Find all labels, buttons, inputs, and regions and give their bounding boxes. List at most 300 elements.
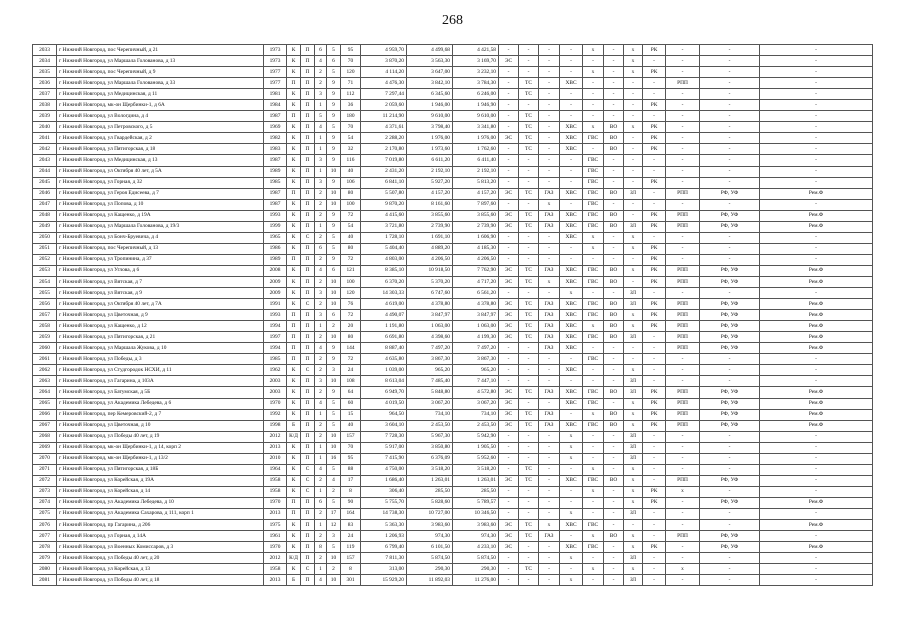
table-cell: 1985 (264, 354, 287, 365)
table-cell: 2075 (33, 508, 57, 519)
table-row (33, 531, 873, 542)
table-cell: 1965 (264, 232, 287, 243)
table-cell: РФ, УФ (700, 276, 760, 287)
table-cell: - (560, 67, 583, 78)
table-cell: - (519, 508, 539, 519)
table-cell: К (287, 453, 301, 464)
table-cell: 2040 (33, 122, 57, 133)
table-cell: ТС (519, 464, 539, 475)
table-cell: 5 (327, 45, 341, 56)
table-cell: г Нижний Новгород, пос Черепичный, д 9 (57, 67, 264, 78)
table-cell: Рем.Ф (760, 497, 873, 508)
table-cell: 4 114,20 (361, 67, 407, 78)
table-cell: 88 (341, 464, 361, 475)
table-cell: - (700, 100, 760, 111)
table-cell: ВО (604, 420, 624, 431)
table-cell: - (666, 453, 700, 464)
table-cell: - (539, 288, 560, 299)
table-cell: П (301, 100, 315, 111)
table-cell: 4 378,80 (407, 299, 453, 310)
table-cell: - (583, 89, 604, 100)
table-cell: 6 949,70 (361, 387, 407, 398)
table-cell: 20 (341, 321, 361, 332)
table-cell: - (700, 155, 760, 166)
table-cell: ВО (604, 144, 624, 155)
table-cell: К (287, 520, 301, 531)
table-cell: - (643, 332, 666, 343)
table-cell: 4 185,30 (453, 243, 499, 254)
table-cell: 5 (327, 420, 341, 431)
table-row (33, 542, 873, 553)
table-cell: К (287, 243, 301, 254)
table-cell: 9 610,00 (407, 111, 453, 122)
table-cell: ГВС (583, 188, 604, 199)
table-cell: - (700, 122, 760, 133)
table-row (33, 199, 873, 210)
table-cell: ЭС (499, 265, 519, 276)
table-row (33, 221, 873, 232)
table-row (33, 67, 873, 78)
table-cell: - (760, 575, 873, 586)
table-cell: - (604, 78, 624, 89)
table-cell: - (760, 508, 873, 519)
table-cell: РФ, УФ (700, 299, 760, 310)
table-cell: 10 (327, 553, 341, 564)
table-cell: 6 841,10 (361, 177, 407, 188)
table-cell: П (301, 67, 315, 78)
table-cell: ЗЛ (624, 376, 643, 387)
table-cell: ГВС (583, 475, 604, 486)
table-cell: 10 (327, 166, 341, 177)
table-cell: ВО (604, 210, 624, 221)
table-cell: ТС (519, 265, 539, 276)
table-cell: П (301, 398, 315, 409)
table-cell: - (760, 177, 873, 188)
table-cell: - (519, 453, 539, 464)
table-cell: ВО (604, 133, 624, 144)
table-cell: П (287, 111, 301, 122)
table-cell: С (301, 486, 315, 497)
table-cell: - (560, 564, 583, 575)
table-cell: - (643, 553, 666, 564)
table-cell: РПП (666, 78, 700, 89)
table-cell: г Нижний Новгород, ул Маршала Голованова, д 33 (57, 78, 264, 89)
table-cell: 157 (341, 553, 361, 564)
table-cell: П (301, 542, 315, 553)
table-row (33, 420, 873, 431)
table-cell: 5 942,90 (453, 431, 499, 442)
table-cell: 9 (327, 343, 341, 354)
table-cell: 9 (327, 111, 341, 122)
table-cell: ТС (519, 89, 539, 100)
table-cell: К (287, 398, 301, 409)
table-cell: ГВС (583, 133, 604, 144)
table-cell: К (287, 464, 301, 475)
table-cell: К (287, 376, 301, 387)
table-cell: 3 867,30 (453, 354, 499, 365)
table-cell: - (519, 100, 539, 111)
table-cell: 2038 (33, 100, 57, 111)
table-cell: П (301, 221, 315, 232)
table-cell: 10 (327, 575, 341, 586)
table-cell: 3 (315, 376, 327, 387)
table-cell: К (287, 133, 301, 144)
table-cell: ГАЗ (539, 310, 560, 321)
table-cell: 1984 (264, 100, 287, 111)
table-cell: 1987 (264, 199, 287, 210)
table-cell: ХВС (560, 276, 583, 287)
table-cell: - (760, 89, 873, 100)
table-cell: - (519, 343, 539, 354)
table-cell: РПП (666, 343, 700, 354)
table-cell: - (700, 254, 760, 265)
table-cell: 54 (341, 221, 361, 232)
table-cell: - (560, 56, 583, 67)
table-cell: 1987 (264, 111, 287, 122)
table-cell: К (287, 199, 301, 210)
table-cell: - (604, 365, 624, 376)
table-cell: - (700, 133, 760, 144)
table-cell: - (539, 464, 560, 475)
table-cell: 3 (327, 531, 341, 542)
table-cell: г Нижний Новгород, ул Пятигорская, д 18 (57, 144, 264, 155)
table-cell: 2035 (33, 67, 57, 78)
table-cell: г Нижний Новгород, ул Кащенко, д 19А (57, 210, 264, 221)
table-cell: 5 (327, 464, 341, 475)
table-cell: ВО (604, 409, 624, 420)
table-cell: 6 411,40 (453, 155, 499, 166)
table-cell: - (760, 199, 873, 210)
table-cell: 2073 (33, 486, 57, 497)
table-row (33, 431, 873, 442)
table-cell: - (760, 144, 873, 155)
table-cell: - (624, 199, 643, 210)
table-cell: ЭС (499, 387, 519, 398)
table-cell: РПП (666, 475, 700, 486)
table-cell: К (287, 210, 301, 221)
table-cell: - (539, 354, 560, 365)
table-cell: 4 (315, 56, 327, 67)
table-cell: 72 (341, 210, 361, 221)
table-row (33, 210, 873, 221)
table-cell: П (301, 144, 315, 155)
table-cell: РФ, УФ (700, 265, 760, 276)
table-cell: - (760, 464, 873, 475)
table-cell: - (760, 111, 873, 122)
table-row (33, 310, 873, 321)
table-cell: С (301, 365, 315, 376)
table-cell: ХВС (560, 232, 583, 243)
table-cell: 2077 (33, 531, 57, 542)
table-cell: ГВС (583, 354, 604, 365)
table-cell: 11 214,90 (361, 111, 407, 122)
table-cell: - (624, 78, 643, 89)
table-cell: П (301, 376, 315, 387)
table-cell: ЗЛ (624, 442, 643, 453)
table-cell: 3 983,60 (407, 520, 453, 531)
table-cell: г Нижний Новгород, мк-он Щербинки-1, д 14, корп 2 (57, 442, 264, 453)
table-cell: 974,30 (407, 531, 453, 542)
table-cell: РПП (666, 420, 700, 431)
table-cell: - (499, 288, 519, 299)
table-cell: - (643, 475, 666, 486)
table-cell: ВО (604, 265, 624, 276)
table-cell: РК (643, 387, 666, 398)
table-cell: Рем.Ф (760, 310, 873, 321)
table-cell: 14 303,33 (361, 288, 407, 299)
table-row (33, 453, 873, 464)
table-cell: ГВС (583, 155, 604, 166)
table-cell: х (560, 575, 583, 586)
table-cell: - (760, 243, 873, 254)
table-cell: 3 867,30 (407, 354, 453, 365)
table-cell: - (583, 144, 604, 155)
table-cell: 1 691,10 (407, 232, 453, 243)
table-cell: - (760, 564, 873, 575)
table-cell: ХВС (560, 188, 583, 199)
table-cell: 106 (341, 177, 361, 188)
table-cell: - (560, 464, 583, 475)
table-cell: П (301, 520, 315, 531)
table-cell: ГВС (583, 332, 604, 343)
table-cell: 285,50 (453, 486, 499, 497)
table-cell: Рем.Ф (760, 221, 873, 232)
table-cell: 5 874,50 (453, 553, 499, 564)
table-cell: 5 (327, 497, 341, 508)
table-cell: 1986 (264, 243, 287, 254)
table-cell: - (539, 122, 560, 133)
table-cell: г Нижний Новгород, ул Медицинская, д 11 (57, 89, 264, 100)
table-cell: РФ, УФ (700, 475, 760, 486)
table-cell: - (666, 100, 700, 111)
table-cell: - (666, 67, 700, 78)
table-cell: - (700, 144, 760, 155)
table-cell: - (583, 56, 604, 67)
table-cell: г Нижний Новгород, ул Цветочная, д 9 (57, 310, 264, 321)
table-cell: 11 892,03 (407, 575, 453, 586)
table-cell: - (666, 376, 700, 387)
table-cell: П (301, 155, 315, 166)
table-cell: - (700, 288, 760, 299)
table-cell: 2069 (33, 442, 57, 453)
table-cell: г Нижний Новгород, ул Пятигорская, д 18Б (57, 464, 264, 475)
table-cell: ТС (519, 188, 539, 199)
table-cell: 90 (341, 497, 361, 508)
table-cell: ТС (519, 420, 539, 431)
table-cell: - (760, 442, 873, 453)
table-cell: - (539, 564, 560, 575)
table-cell: - (666, 464, 700, 475)
table-cell: 2067 (33, 420, 57, 431)
table-cell: 1962 (264, 365, 287, 376)
table-cell: РФ, УФ (700, 343, 760, 354)
table-cell: - (604, 232, 624, 243)
table-cell: 14 738,30 (361, 508, 407, 519)
table-cell: 70 (341, 122, 361, 133)
table-cell: - (666, 575, 700, 586)
table-cell: 2050 (33, 232, 57, 243)
table-cell: - (499, 453, 519, 464)
table-cell: 2074 (33, 497, 57, 508)
table-cell: - (760, 67, 873, 78)
table-cell: - (539, 542, 560, 553)
table-cell: 1977 (264, 78, 287, 89)
table-cell: П (287, 310, 301, 321)
table-cell: г Нижний Новгород, ул Победы 40 лет, д 20 (57, 553, 264, 564)
table-cell: 2048 (33, 210, 57, 221)
table-cell: П (301, 310, 315, 321)
table-cell: 2045 (33, 177, 57, 188)
table-cell: - (583, 288, 604, 299)
table-cell: К (287, 442, 301, 453)
table-cell: г Нижний Новгород, ул Бонч-Бруевича, д 4 (57, 232, 264, 243)
table-row (33, 276, 873, 287)
table-cell: х (666, 486, 700, 497)
table-cell: 1994 (264, 321, 287, 332)
table-cell: - (583, 78, 604, 89)
table-cell: 10 (327, 188, 341, 199)
table-cell: х (583, 321, 604, 332)
table-cell: ЭС (499, 409, 519, 420)
table-cell: П (301, 188, 315, 199)
table-cell: - (700, 67, 760, 78)
table-cell: х (624, 243, 643, 254)
table-cell: ТС (519, 564, 539, 575)
table-cell: 2 (327, 486, 341, 497)
table-cell: 6 561,20 (453, 288, 499, 299)
table-cell: 4 (315, 343, 327, 354)
table-cell: - (539, 497, 560, 508)
table-cell: ТС (519, 210, 539, 221)
table-cell: 2071 (33, 464, 57, 475)
table-row (33, 133, 873, 144)
table-cell: ЭС (499, 210, 519, 221)
table-cell: ГАЗ (539, 409, 560, 420)
table-row (33, 100, 873, 111)
table-row (33, 254, 873, 265)
table-cell: К (287, 155, 301, 166)
table-cell: Рем.Ф (760, 542, 873, 553)
table-cell: - (624, 155, 643, 166)
table-cell: 2009 (264, 276, 287, 287)
table-cell: - (624, 254, 643, 265)
table-cell: - (499, 111, 519, 122)
table-cell: ЭС (499, 133, 519, 144)
table-cell: - (604, 199, 624, 210)
table-cell: 2036 (33, 78, 57, 89)
table-cell: ВО (604, 310, 624, 321)
table-cell: 5 (327, 243, 341, 254)
table-cell: 24 (341, 531, 361, 542)
table-cell: - (700, 78, 760, 89)
table-cell: - (499, 354, 519, 365)
table-cell: ГАЗ (539, 321, 560, 332)
table-cell: 10 (327, 376, 341, 387)
table-cell: 2013 (264, 575, 287, 586)
table-cell: П (287, 254, 301, 265)
table-cell: - (519, 288, 539, 299)
table-cell: 2 (315, 475, 327, 486)
table-cell: г Нижний Новгород, ул Маршала Голованова, д 19/3 (57, 221, 264, 232)
table-cell: ХВС (560, 365, 583, 376)
table-row (33, 45, 873, 56)
table-cell: - (604, 111, 624, 122)
table-cell: ТС (519, 475, 539, 486)
table-cell: 1983 (264, 144, 287, 155)
table-cell: 2 (315, 387, 327, 398)
table-cell: 3 721,80 (361, 221, 407, 232)
table-cell: 2 (315, 67, 327, 78)
table-cell: - (499, 122, 519, 133)
table-cell: - (560, 111, 583, 122)
table-cell: РК (643, 100, 666, 111)
table-cell: г Нижний Новгород, мк-он Щербинки-1, д 6А (57, 100, 264, 111)
table-cell: 3 169,70 (453, 56, 499, 67)
table-cell: 112 (341, 89, 361, 100)
table-cell: Рем.Ф (760, 276, 873, 287)
table-cell: 4 371,61 (361, 122, 407, 133)
table-cell: - (560, 376, 583, 387)
table-cell: 4 (315, 265, 327, 276)
table-cell: РК (643, 420, 666, 431)
table-row (33, 78, 873, 89)
table-cell: х (560, 453, 583, 464)
table-cell: РК (643, 486, 666, 497)
table-cell: 2053 (33, 265, 57, 276)
table-cell: 164 (341, 508, 361, 519)
table-cell: Рем.Ф (760, 210, 873, 221)
table-cell: - (700, 520, 760, 531)
table-cell: - (539, 508, 560, 519)
table-cell: ЭС (499, 531, 519, 542)
table-row (33, 155, 873, 166)
table-cell: - (539, 133, 560, 144)
table-cell: 2059 (33, 332, 57, 343)
table-cell: - (666, 354, 700, 365)
table-cell: г Нижний Новгород, ул Гагарина, д 103А (57, 376, 264, 387)
table-cell: 7 447,10 (453, 376, 499, 387)
table-row (33, 475, 873, 486)
table-cell: 2 288,20 (361, 133, 407, 144)
table-cell: 1999 (264, 221, 287, 232)
table-cell: х (560, 442, 583, 453)
table-cell: - (583, 343, 604, 354)
table-cell: П (301, 288, 315, 299)
table-cell: Б (287, 575, 301, 586)
table-cell: - (539, 232, 560, 243)
table-cell: 5 (315, 111, 327, 122)
table-cell: 974,30 (453, 531, 499, 542)
table-cell: 5 (327, 409, 341, 420)
table-row (33, 265, 873, 276)
table-cell: Б (287, 420, 301, 431)
table-cell: 3 (327, 365, 341, 376)
table-cell: 120 (341, 288, 361, 299)
table-cell: П (301, 453, 315, 464)
table-cell: П (287, 497, 301, 508)
table-cell: г Нижний Новгород, ул Маршала Голованова, д 13 (57, 56, 264, 67)
table-cell: - (643, 111, 666, 122)
table-cell: 2008 (264, 265, 287, 276)
table-cell: 2065 (33, 398, 57, 409)
table-cell: 2054 (33, 276, 57, 287)
table-cell: П (301, 442, 315, 453)
table-cell: - (539, 442, 560, 453)
table-cell: - (643, 520, 666, 531)
table-cell: К (287, 166, 301, 177)
table-cell: 64 (341, 387, 361, 398)
table-cell: - (700, 376, 760, 387)
